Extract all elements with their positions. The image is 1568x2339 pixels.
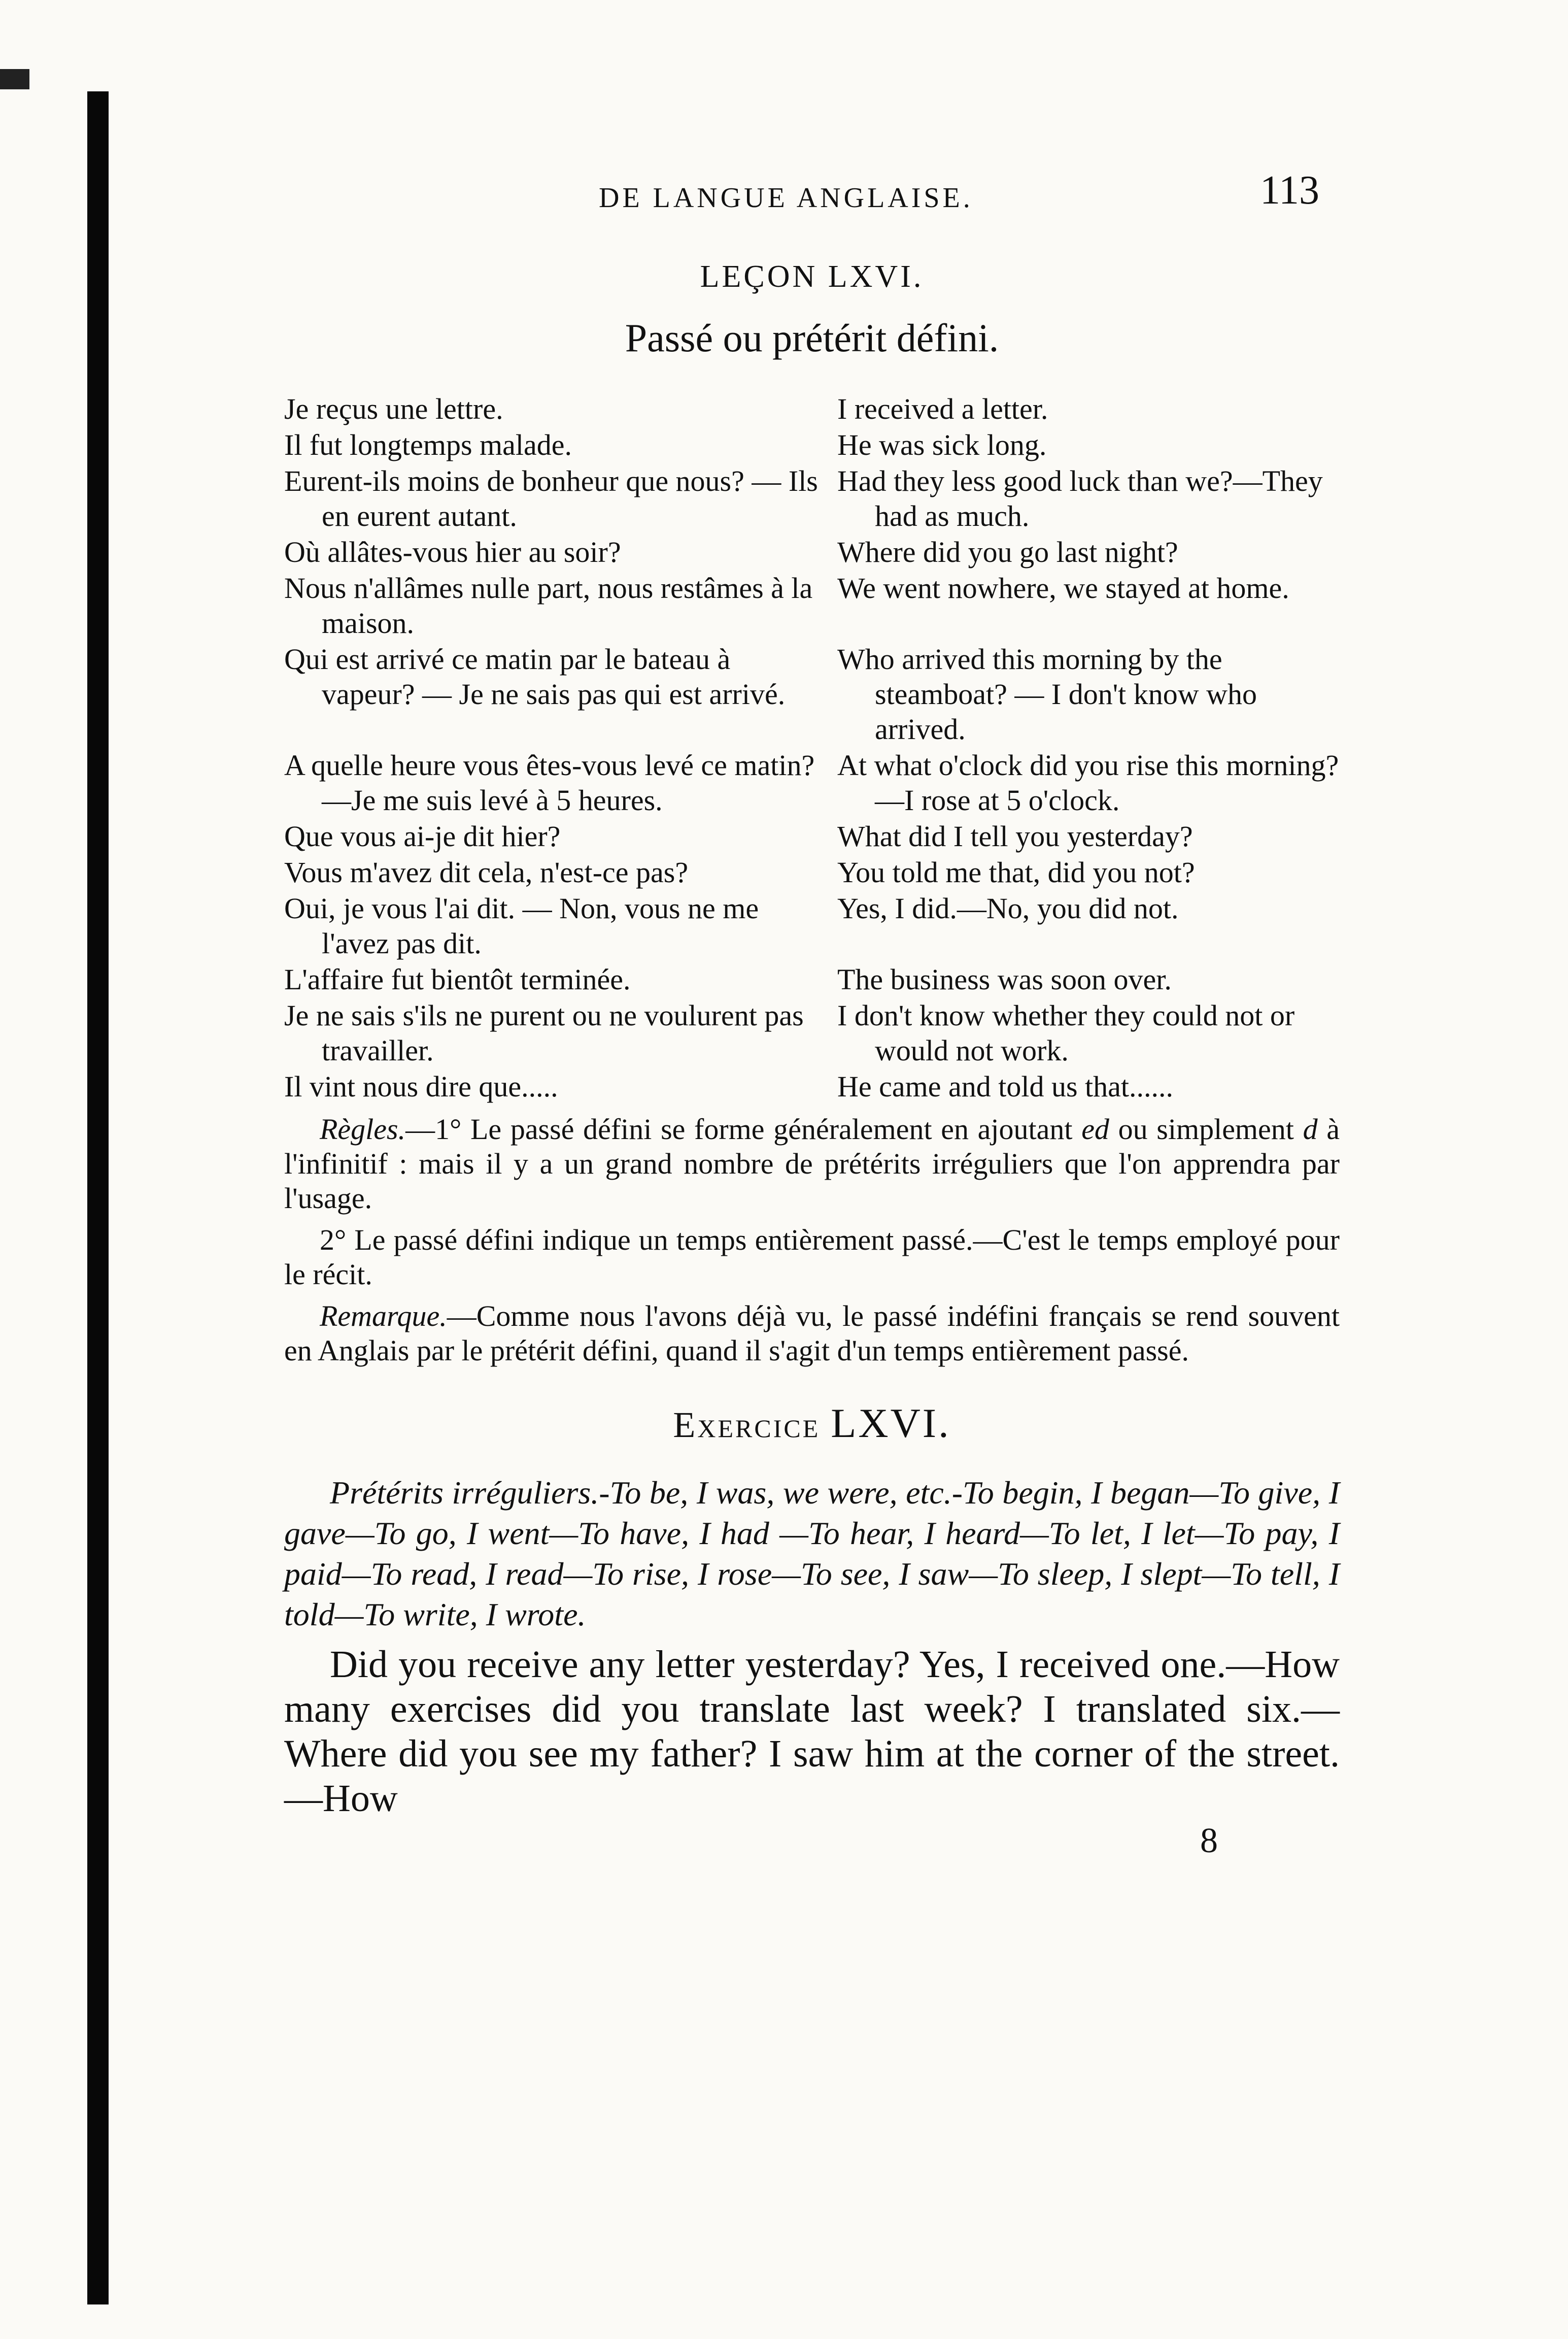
- rule-1: [284, 1112, 1340, 1216]
- running-title: DE LANGUE ANGLAISE.: [599, 182, 973, 214]
- book-page: [284, 168, 1340, 1861]
- book-spine-shadow: [87, 91, 109, 2304]
- rules-section: [284, 1112, 1340, 1368]
- english-sentence: We went nowhere, we stayed at home.: [837, 572, 1289, 605]
- exercise-title-number: LXVI.: [831, 1400, 951, 1446]
- english-sentence: He came and told us that......: [837, 1070, 1173, 1103]
- rule-1-d: d: [1303, 1113, 1318, 1146]
- french-sentence: Qui est arrivé ce matin par le bateau à vapeur? — Je ne sais pas qui est arrivé.: [284, 643, 786, 711]
- french-sentence: Que vous ai-je dit hier?: [284, 820, 561, 853]
- english-sentence: At what o'clock did you rise this morning?—I rose at 5 o'clock.: [837, 749, 1339, 817]
- english-sentence: Had they less good luck than we?—They had as much.: [837, 464, 1323, 532]
- english-sentence: The business was soon over.: [837, 963, 1172, 996]
- rules-label: Règles.: [320, 1113, 406, 1146]
- signature-mark: 8: [1200, 1821, 1218, 1860]
- french-sentence: Nous n'allâmes nulle part, nous restâmes à la maison.: [284, 572, 813, 640]
- lesson-subtitle: Passé ou prétérit défini.: [625, 316, 999, 360]
- french-sentence: Il vint nous dire que.....: [284, 1070, 558, 1103]
- french-sentence: Vous m'avez dit cela, n'est-ce pas?: [284, 856, 689, 889]
- french-sentence: L'affaire fut bientôt terminée.: [284, 963, 631, 996]
- rule-1-text-c: à l'infinitif : mais il y a un grand nombre de prétérits irréguliers que l'on apprendra par l'usage.: [284, 1113, 1340, 1215]
- rule-2: 2° Le passé défini indique un temps entièrement passé.—C'est le temps employé pour le récit.: [284, 1223, 1340, 1291]
- running-head: [284, 168, 1340, 228]
- french-sentence: Oui, je vous l'ai dit. — Non, vous ne me l'avez pas dit.: [284, 892, 759, 960]
- english-sentence: I received a letter.: [837, 392, 1048, 425]
- exercise-title-word: Exercice: [673, 1405, 821, 1445]
- english-sentence: What did I tell you yesterday?: [837, 820, 1193, 853]
- english-sentence: I don't know whether they could not or would not work.: [837, 999, 1295, 1067]
- french-sentence: Je ne sais s'ils ne purent ou ne voulurent pas travailler.: [284, 999, 804, 1067]
- english-sentence: Where did you go last night?: [837, 536, 1178, 569]
- remark: [284, 1299, 1340, 1368]
- rule-1-text-a: —1° Le passé défini se forme généralement en ajoutant: [405, 1113, 1082, 1146]
- remark-text: —Comme nous l'avons déjà vu, le passé indéfini français se rend souvent en Anglais par le prétérit défini, quand il s'agit d'un temps entièrement passé.: [284, 1299, 1340, 1367]
- french-sentence: Eurent-ils moins de bonheur que nous? — Ils en eurent autant.: [284, 464, 818, 532]
- remark-label: Remarque.: [320, 1299, 447, 1332]
- english-sentence: You told me that, did you not?: [837, 856, 1195, 889]
- rule-1-text-b: ou simplement: [1109, 1113, 1303, 1146]
- french-sentence: A quelle heure vous êtes-vous levé ce matin?—Je me suis levé à 5 heures.: [284, 749, 815, 817]
- scan-edge-mark: [0, 69, 29, 89]
- french-sentence: Je reçus une lettre.: [284, 392, 503, 425]
- english-sentence: Who arrived this morning by the steamboat? — I don't know who arrived.: [837, 643, 1257, 746]
- exercise-title: [284, 1399, 1340, 1447]
- irregular-preterits: Prétérits irréguliers.-To be, I was, we were, etc.-To begin, I began—To give, I gave—To go, I went—To have, I had —To hear, I heard—To let, I let—To pay, I paid—To read, I read—To rise, I rose—To see, I saw—To sleep, I slept—To tell, I told—To write, I wrote.: [284, 1475, 1340, 1632]
- translation-pairs: [284, 391, 1340, 1105]
- exercise-text: Did you receive any letter yesterday? Yes, I received one.—How many exercises did you translate last week? I translated six.—Where did you see my father? I saw him at the corner of the street.—How: [284, 1643, 1340, 1820]
- lesson-title: LEÇON LXVI.: [700, 259, 924, 294]
- english-sentence: Yes, I did.—No, you did not.: [837, 892, 1179, 925]
- french-sentence: Il fut longtemps malade.: [284, 428, 572, 461]
- french-sentence: Où allâtes-vous hier au soir?: [284, 536, 621, 569]
- english-sentence: He was sick long.: [837, 428, 1047, 461]
- page-number: 113: [1259, 168, 1319, 213]
- rule-1-ed: ed: [1081, 1113, 1109, 1146]
